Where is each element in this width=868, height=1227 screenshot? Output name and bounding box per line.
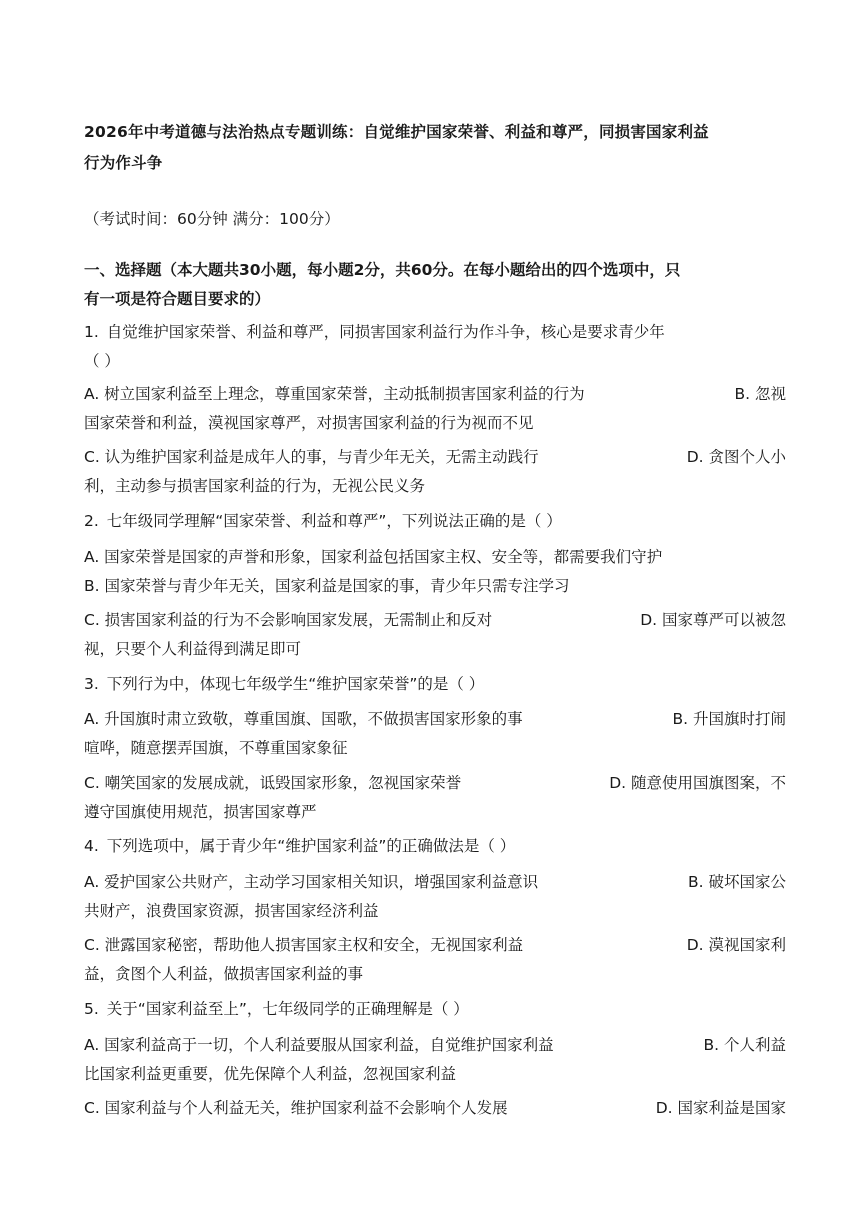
option-c: C. 认为维护国家利益是成年人的事，与青少年无关，无需主动践行 — [84, 448, 539, 466]
option-d-cont: 益，贪图个人利益，做损害国家利益的事 — [84, 965, 364, 983]
option-b-start: B. 忽视 — [734, 385, 786, 403]
option-a: A. 升国旗时肃立致敬，尊重国旗、国歌，不做损害国家形象的事 — [84, 710, 523, 728]
question-number: 5. — [84, 1000, 99, 1018]
option-a: A. 国家利益高于一切，个人利益要服从国家利益，自觉维护国家利益 — [84, 1036, 554, 1054]
question-stem: 自觉维护国家荣誉、利益和尊严，同损害国家利益行为作斗争，核心是要求青少年 — [106, 323, 665, 341]
option-a: A. 爱护国家公共财产，主动学习国家相关知识，增强国家利益意识 — [84, 873, 539, 891]
question-4-stem — [84, 832, 786, 861]
option-d-start: D. 国家利益是国家 — [655, 1099, 786, 1117]
option-b-cont: 国家荣誉和利益，漠视国家尊严，对损害国家利益的行为视而不见 — [84, 414, 534, 432]
section-line-1: 一、选择题（本大题共30小题，每小题2分，共60分。在每小题给出的四个选项中，只 — [84, 261, 681, 279]
answer-blank: （ ） — [84, 352, 120, 370]
option-d-cont: 视，只要个人利益得到满足即可 — [84, 640, 302, 658]
question-4-options-cd — [84, 931, 786, 989]
question-1-stem — [84, 318, 786, 376]
option-c: C. 国家利益与个人利益无关，维护国家利益不会影响个人发展 — [84, 1099, 508, 1117]
option-c: C. 嘲笑国家的发展成就，诋毁国家形象，忽视国家荣誉 — [84, 774, 462, 792]
question-number: 4. — [84, 837, 99, 855]
section-line-2: 有一项是符合题目要求的） — [84, 290, 271, 308]
option-a: A. 国家荣誉是国家的声誉和形象，国家利益包括国家主权、安全等，都需要我们守护 — [84, 548, 663, 566]
section-heading — [84, 256, 786, 314]
question-5-options-cd — [84, 1094, 786, 1123]
question-stem: 关于“国家利益至上”，七年级同学的正确理解是（ ） — [106, 1000, 469, 1018]
option-b: B. 国家荣誉与青少年无关，国家利益是国家的事，青少年只需专注学习 — [84, 577, 570, 595]
option-d-start: D. 贪图个人小 — [686, 448, 786, 466]
question-5-options-ab — [84, 1031, 786, 1089]
option-b-start: B. 升国旗时打闹 — [672, 710, 786, 728]
question-2-options-ab — [84, 543, 786, 601]
question-5-stem — [84, 995, 786, 1024]
question-2-options-cd — [84, 606, 786, 664]
option-d-cont: 利，主动参与损害国家利益的行为，无视公民义务 — [84, 477, 426, 495]
option-b-cont: 比国家利益更重要，优先保障个人利益，忽视国家利益 — [84, 1065, 457, 1083]
question-stem: 下列行为中，体现七年级学生“维护国家荣誉”的是（ ） — [106, 675, 485, 693]
question-3-options-ab — [84, 705, 786, 763]
title-line-2: 行为作斗争 — [84, 154, 163, 172]
option-d-start: D. 国家尊严可以被忽 — [640, 611, 786, 629]
option-d-start: D. 随意使用国旗图案，不 — [609, 774, 786, 792]
option-b-start: B. 个人利益 — [703, 1036, 786, 1054]
question-1-options-ab — [84, 380, 786, 438]
question-number: 2. — [84, 512, 99, 530]
question-3-stem — [84, 670, 786, 699]
question-number: 1. — [84, 323, 99, 341]
question-number: 3. — [84, 675, 99, 693]
option-a: A. 树立国家利益至上理念，尊重国家荣誉，主动抵制损害国家利益的行为 — [84, 385, 585, 403]
document-title — [84, 117, 786, 179]
title-line-1: 2026年中考道德与法治热点专题训练：自觉维护国家荣誉、利益和尊严，同损害国家利益 — [84, 123, 709, 141]
question-4-options-ab — [84, 868, 786, 926]
question-3-options-cd — [84, 769, 786, 827]
question-stem: 下列选项中，属于青少年“维护国家利益”的正确做法是（ ） — [106, 837, 516, 855]
exam-info: （考试时间：60分钟 满分：100分） — [84, 210, 340, 228]
option-d-start: D. 漠视国家利 — [686, 936, 786, 954]
option-b-start: B. 破坏国家公 — [688, 873, 786, 891]
option-b-cont: 喧哗，随意摆弄国旗，不尊重国家象征 — [84, 739, 348, 757]
option-c: C. 损害国家利益的行为不会影响国家发展，无需制止和反对 — [84, 611, 493, 629]
question-2-stem — [84, 507, 786, 536]
option-b-cont: 共财产，浪费国家资源，损害国家经济利益 — [84, 902, 379, 920]
option-c: C. 泄露国家秘密，帮助他人损害国家主权和安全，无视国家利益 — [84, 936, 524, 954]
question-1-options-cd — [84, 443, 786, 501]
option-d-cont: 遵守国旗使用规范，损害国家尊严 — [84, 803, 317, 821]
question-stem: 七年级同学理解“国家荣誉、利益和尊严”，下列说法正确的是（ ） — [106, 512, 562, 530]
